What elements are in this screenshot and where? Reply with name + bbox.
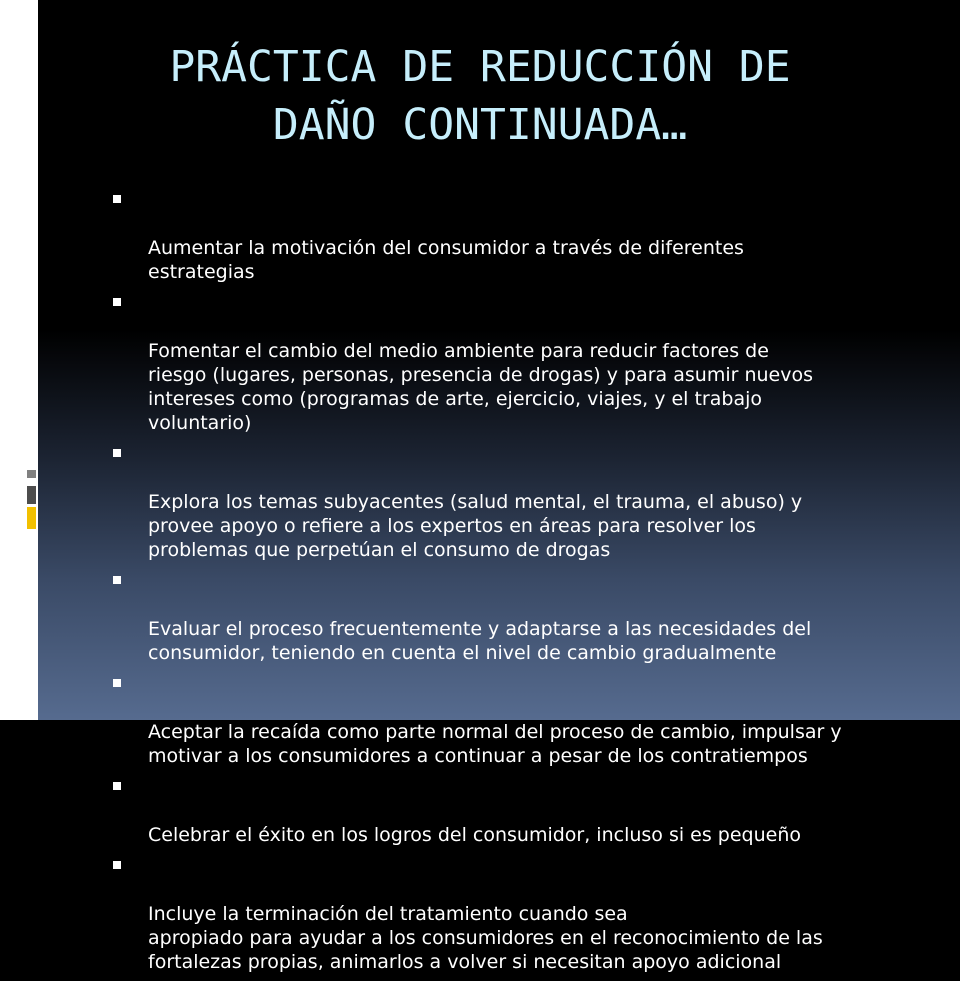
slide-title-line-1: PRÁCTICA DE REDUCCIÓN DE (169, 42, 791, 92)
square-bullet-icon (113, 449, 121, 457)
bullet-item (112, 442, 912, 562)
bullet-text: Incluye la terminación del tratamiento cuando sea apropiado para ayudar a los consumidores en el reconocimiento de las fortalezas propias, animarlos a volver si necesitan apoyo adicional (148, 903, 823, 973)
slide-title (60, 38, 900, 154)
bullet-text: Explora los temas subyacentes (salud mental, el trauma, el abuso) y provee apoyo o refiere a los expertos en áreas para resolver los problemas que perpetúan el consumo de drogas (148, 491, 803, 561)
bullet-item (112, 672, 912, 768)
bullet-item (112, 854, 912, 974)
bullet-item (112, 188, 912, 284)
square-bullet-icon (113, 195, 121, 203)
square-bullet-icon (113, 679, 121, 687)
accent-bar-yellow (27, 507, 36, 529)
bullet-text: Fomentar el cambio del medio ambiente para reducir factores de riesgo (lugares, personas, presencia de drogas) y para asumir nuevos intereses como (programas de arte, ejercicio, viajes, y el trabajo voluntario) (148, 340, 813, 434)
square-bullet-icon (113, 576, 121, 584)
bullet-text: Aceptar la recaída como parte normal del proceso de cambio, impulsar y motivar a los consumidores a continuar a pesar de los contratiempos (148, 721, 842, 767)
square-bullet-icon (113, 861, 121, 869)
accent-bar-dark (27, 486, 36, 504)
bullet-list (112, 188, 912, 981)
bullet-item (112, 569, 912, 665)
left-decorative-strip (0, 0, 38, 720)
accent-bar-gray (27, 470, 36, 478)
bullet-text: Evaluar el proceso frecuentemente y adaptarse a las necesidades del consumidor, teniendo en cuenta el nivel de cambio gradualmente (148, 618, 812, 664)
bullet-item (112, 775, 912, 847)
slide-title-line-2: DAÑO CONTINUADA… (272, 100, 688, 150)
square-bullet-icon (113, 782, 121, 790)
bullet-item (112, 291, 912, 435)
bullet-text: Aumentar la motivación del consumidor a través de diferentes estrategias (148, 237, 744, 283)
square-bullet-icon (113, 298, 121, 306)
bullet-text: Celebrar el éxito en los logros del consumidor, incluso si es pequeño (148, 824, 802, 846)
accent-bar-white (27, 532, 36, 540)
